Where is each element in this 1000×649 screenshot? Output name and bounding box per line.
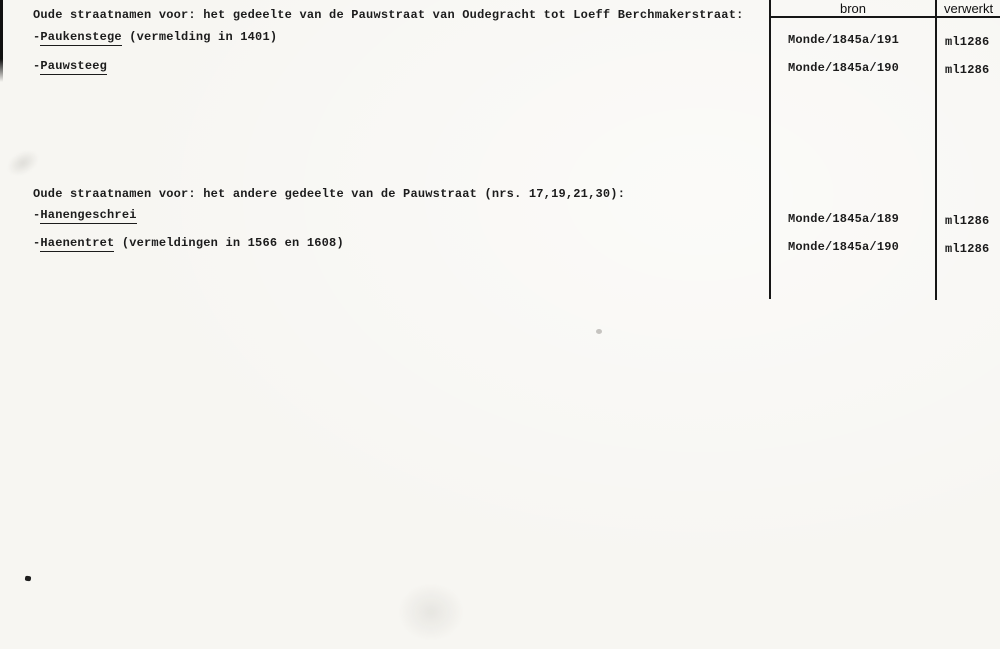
scan-smudge-left — [3, 145, 43, 181]
bron-value: Monde/1845a/190 — [788, 61, 900, 75]
table-vertical-rule-right — [935, 0, 937, 300]
entry-note: (vermeldingen in 1566 en 1608) — [114, 236, 344, 250]
street-entry-paukenstege — [33, 30, 277, 45]
entry-hyphen: - — [33, 59, 41, 73]
entry-hyphen: - — [33, 208, 41, 222]
street-name: Paukenstege — [40, 30, 122, 44]
table-vertical-rule-left — [769, 0, 771, 299]
ink-speck — [25, 576, 32, 582]
column-header-bron: bron — [839, 1, 867, 16]
entry-note: (vermelding in 1401) — [121, 30, 278, 44]
scan-smudge — [398, 583, 464, 641]
section-1-header: Oude straatnamen voor: het gedeelte van de Pauwstraat van Oudegracht tot Loeff Berchmakerstraat: — [33, 8, 744, 22]
faint-speck — [596, 329, 602, 334]
bron-value: Monde/1845a/189 — [788, 212, 900, 226]
verwerkt-value: ml1286 — [945, 63, 990, 77]
section-2-header: Oude straatnamen voor: het andere gedeelte van de Pauwstraat (nrs. 17,19,21,30): — [33, 187, 626, 201]
table-header-rule — [769, 16, 1000, 18]
street-entry-hanengeschrei — [33, 208, 137, 223]
street-name: Pauwsteeg — [40, 59, 108, 73]
column-header-verwerkt: verwerkt — [944, 1, 994, 16]
street-entry-pauwsteeg — [33, 59, 107, 74]
verwerkt-value: ml1286 — [945, 242, 990, 256]
bron-value: Monde/1845a/191 — [788, 33, 900, 47]
scan-edge-line — [0, 0, 3, 82]
verwerkt-value: ml1286 — [945, 214, 990, 228]
street-name: Hanengeschrei — [40, 208, 137, 222]
street-entry-haenentret — [33, 236, 344, 251]
entry-hyphen: - — [33, 30, 41, 44]
bron-value: Monde/1845a/190 — [788, 240, 900, 254]
verwerkt-value: ml1286 — [945, 35, 990, 49]
entry-hyphen: - — [33, 236, 41, 250]
street-name: Haenentret — [40, 236, 115, 250]
